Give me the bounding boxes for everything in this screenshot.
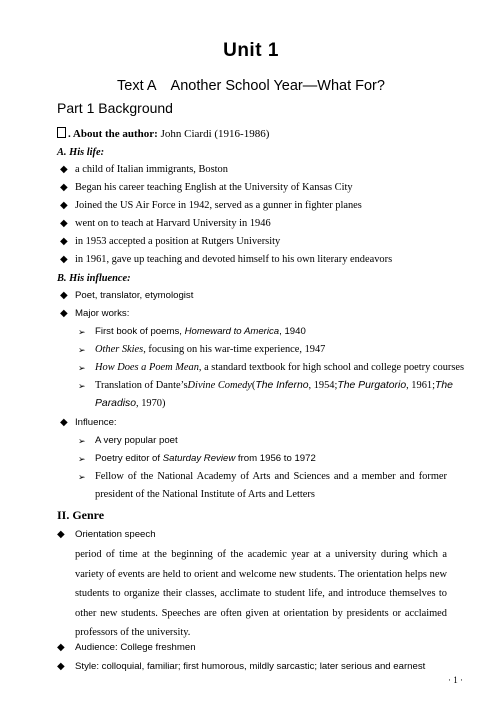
genre-item: Orientation speech — [75, 529, 156, 540]
arrow-bullet-icon: ➢ — [78, 454, 86, 464]
work-title: Paradiso — [95, 398, 137, 409]
work-text: , 1954; — [308, 380, 338, 391]
diamond-bullet-icon: ◆ — [60, 182, 68, 193]
diamond-bullet-icon: ◆ — [60, 164, 68, 175]
influence-heading: B. His influence: — [57, 273, 131, 284]
work-text: , a standard textbook for high school and college poetry courses — [198, 362, 465, 373]
works-label: Major works: — [75, 308, 130, 319]
work-text: , 1961; — [406, 380, 435, 391]
work-text: Translation of Dante’s — [95, 380, 188, 391]
part-title: Part 1 Background — [57, 100, 173, 116]
work-text: ( — [251, 380, 256, 391]
work-title: Divine Comedy — [187, 380, 252, 391]
arrow-bullet-icon: ➢ — [78, 363, 86, 373]
author-name: John Ciardi (1916-1986) — [160, 128, 270, 140]
work-text: , 1970) — [136, 398, 166, 409]
diamond-bullet-icon: ◆ — [60, 218, 68, 229]
work-item — [95, 343, 325, 357]
life-item: went on to teach at Harvard University in 1946 — [75, 218, 271, 229]
influence-roles: Poet, translator, etymologist — [75, 290, 194, 301]
diamond-bullet-icon: ◆ — [60, 290, 68, 301]
diamond-bullet-icon: ◆ — [60, 254, 68, 265]
about-author-heading: . About the author: — [68, 128, 158, 140]
genre-style: Style: colloquial, familiar; first humorous, mildly sarcastic; later serious and earnest — [75, 661, 426, 672]
work-item — [95, 379, 453, 393]
diamond-bullet-icon: ◆ — [60, 308, 68, 319]
text-title-name: Another School Year—What For? — [170, 78, 385, 94]
unit-title: Unit 1 — [223, 40, 279, 61]
arrow-bullet-icon: ➢ — [78, 327, 86, 337]
work-title: The Inferno — [255, 380, 309, 391]
life-item: in 1953 accepted a position at Rutgers University — [75, 236, 281, 247]
diamond-bullet-icon: ◆ — [60, 200, 68, 211]
arrow-bullet-icon: ➢ — [78, 436, 86, 446]
work-title: Other Skies — [95, 344, 144, 355]
page-number: · 1 · — [448, 675, 463, 685]
work-text: First book of poems, — [95, 326, 185, 337]
diamond-bullet-icon: ◆ — [57, 642, 65, 653]
influence-label: Influence: — [75, 417, 117, 428]
work-title: Homeward to America — [184, 326, 280, 337]
influence-item: A very popular poet — [95, 435, 178, 446]
influence-text: Poetry editor of — [95, 453, 163, 464]
section-about-author — [57, 127, 269, 141]
life-item: a child of Italian immigrants, Boston — [75, 164, 228, 175]
influence-item — [95, 452, 316, 466]
life-item: in 1961, gave up teaching and devoted himself to his own literary endeavors — [75, 254, 393, 265]
arrow-bullet-icon: ➢ — [78, 472, 86, 482]
work-item-continued — [95, 397, 165, 411]
life-item: Began his career teaching English at the University of Kansas City — [75, 182, 353, 193]
work-text: , focusing on his war-time experience, 1947 — [143, 344, 326, 355]
genre-paragraph: period of time at the beginning of the academic year at a university during which a variety of events are held to orient and welcome new students. The orientation helps new students to organize their classes, acclimate to student life, and introduce themselves to other new students. Speeches are often given at orientation by presidents or acclaimed professors of the university. — [75, 549, 447, 638]
influence-text: from 1956 to 1972 — [235, 453, 316, 464]
diamond-bullet-icon: ◆ — [57, 529, 65, 540]
genre-heading: II. Genre — [57, 508, 105, 522]
life-item: Joined the US Air Force in 1942, served as a gunner in fighter planes — [75, 200, 362, 211]
work-text: , 1940 — [279, 326, 306, 337]
influence-item-continued: president of the National Institute of Arts and Letters — [95, 489, 315, 500]
influence-title: Saturday Review — [162, 453, 236, 464]
text-label: Text A — [117, 78, 157, 94]
work-item — [95, 361, 464, 375]
arrow-bullet-icon: ➢ — [78, 381, 86, 391]
arrow-bullet-icon: ➢ — [78, 345, 86, 355]
diamond-bullet-icon: ◆ — [57, 661, 65, 672]
work-title: The Purgatorio — [337, 380, 407, 391]
text-title — [0, 78, 502, 94]
diamond-bullet-icon: ◆ — [60, 417, 68, 428]
work-title: The — [434, 380, 453, 391]
work-title: How Does a Poem Mean — [95, 362, 199, 373]
life-heading: A. His life: — [57, 147, 105, 158]
diamond-bullet-icon: ◆ — [60, 236, 68, 247]
genre-audience: Audience: College freshmen — [75, 642, 196, 653]
influence-item: Fellow of the National Academy of Arts and Sciences and a member and former — [95, 471, 447, 482]
work-item — [95, 325, 306, 339]
missing-glyph-box — [57, 127, 66, 138]
